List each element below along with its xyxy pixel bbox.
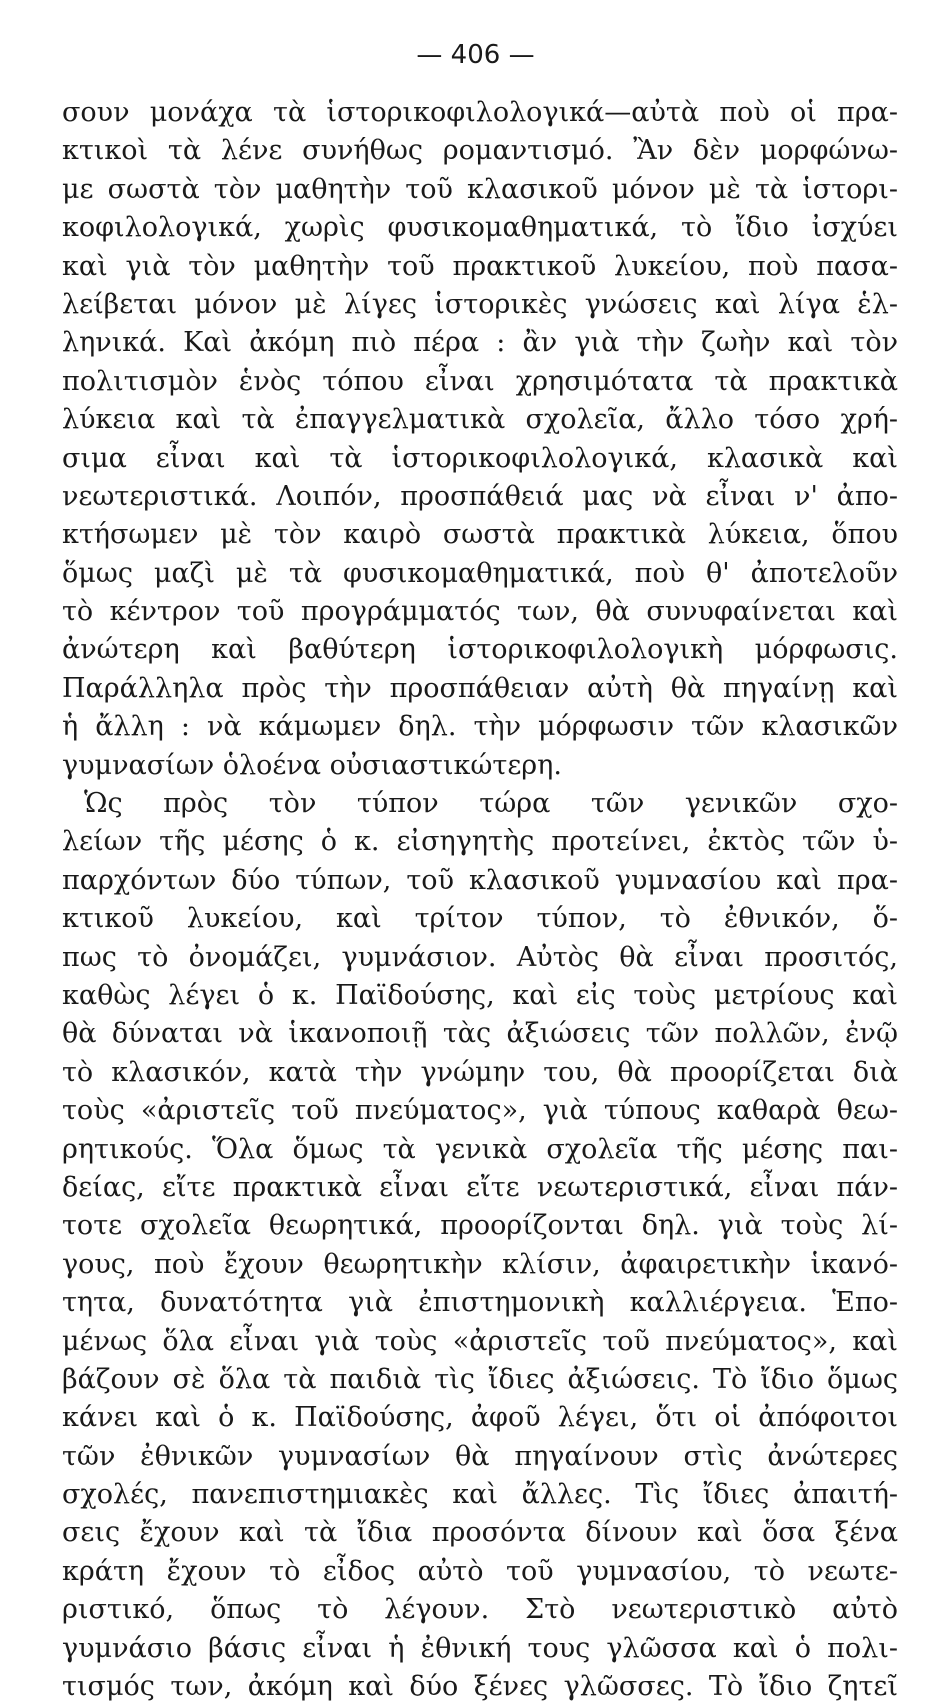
text-line: τητα, δυνατότητα γιὰ ἐπιστημονικὴ καλλιέργεια. Ἑπο- (62, 1287, 898, 1319)
text-line: τοὺς «ἀριστεῖς τοῦ πνεύματος», γιὰ τύπους καθαρὰ θεω- (62, 1095, 898, 1127)
text-line: κτικοῦ λυκείου, καὶ τρίτον τύπον, τὸ ἐθνικόν, ὅ- (62, 903, 898, 935)
text-line: τῶν ἐθνικῶν γυμνασίων θὰ πηγαίνουν στὶς ἀνώτερες (62, 1440, 898, 1472)
text-line: νεωτεριστικά. Λοιπόν, προσπάθειά μας νὰ εἶναι ν' ἀπο- (62, 480, 898, 512)
text-line: τισμός των, ἀκόμη καὶ δύο ξένες γλῶσσες. Τὸ ἴδιο ζητεῖ (62, 1671, 898, 1703)
text-line: γυμνασίων ὁλοένα οὐσιαστικώτερη. (62, 749, 562, 781)
text-line: πολιτισμὸν ἑνὸς τόπου εἶναι χρησιμότατα τὰ πρακτικὰ (62, 365, 898, 397)
text-line: Παράλληλα πρὸς τὴν προσπάθειαν αὐτὴ θὰ πηγαίνῃ καὶ (62, 672, 898, 704)
text-line: τοτε σχολεῖα θεωρητικά, προορίζονται δηλ. γιὰ τοὺς λί- (62, 1210, 898, 1242)
text-line: κοφιλολογικά, χωρὶς φυσικομαθηματικά, τὸ ἴδιο ἰσχύει (62, 212, 898, 244)
text-line: ριστικό, ὅπως τὸ λέγουν. Στὸ νεωτεριστικὸ αὐτὸ (62, 1594, 898, 1626)
text-line: ληνικά. Καὶ ἀκόμη πιὸ πέρα : ἂν γιὰ τὴν ζωὴν καὶ τὸν (62, 327, 898, 359)
text-line: καθὼς λέγει ὁ κ. Παϊδούσης, καὶ εἰς τοὺς μετρίους καὶ (62, 979, 898, 1011)
text-line: ἡ ἄλλη : νὰ κάμωμεν δηλ. τὴν μόρφωσιν τῶν κλασικῶν (62, 711, 898, 743)
text-line: Ὡς πρὸς τὸν τύπον τώρα τῶν γενικῶν σχο- (84, 788, 898, 820)
text-line: γυμνάσιο βάσις εἶναι ἡ ἐθνική τους γλῶσσα καὶ ὁ πολι- (62, 1632, 898, 1664)
text-line: βάζουν σὲ ὅλα τὰ παιδιὰ τὶς ἴδιες ἀξιώσεις. Τὸ ἴδιο ὅμως (62, 1363, 898, 1395)
text-line: καὶ γιὰ τὸν μαθητὴν τοῦ πρακτικοῦ λυκείου, ποὺ πασα- (62, 250, 898, 282)
text-line: σχολές, πανεπιστημιακὲς καὶ ἄλλες. Τὶς ἴδιες ἀπαιτή- (62, 1479, 898, 1511)
text-line: κράτη ἔχουν τὸ εἶδος αὐτὸ τοῦ γυμνασίου, τὸ νεωτε- (62, 1555, 898, 1587)
text-line: ἀνώτερη καὶ βαθύτερη ἱστορικοφιλολογικὴ μόρφωσις. (62, 634, 898, 666)
text-line: μένως ὅλα εἶναι γιὰ τοὺς «ἀριστεῖς τοῦ πνεύματος», καὶ (62, 1325, 898, 1357)
text-line: ρητικούς. Ὅλα ὅμως τὰ γενικὰ σχολεῖα τῆς μέσης παι- (62, 1133, 898, 1165)
text-line: παρχόντων δύο τύπων, τοῦ κλασικοῦ γυμνασίου καὶ πρα- (62, 864, 898, 896)
text-line: λείων τῆς μέσης ὁ κ. εἰσηγητὴς προτείνει, ἐκτὸς τῶν ὑ- (62, 826, 898, 858)
text-line: ὅμως μαζὶ μὲ τὰ φυσικομαθηματικά, ποὺ θ' ἀποτελοῦν (62, 557, 898, 589)
text-line: πως τὸ ὀνομάζει, γυμνάσιον. Αὐτὸς θὰ εἶναι προσιτός, (62, 941, 898, 973)
text-line: λείβεται μόνον μὲ λίγες ἱστορικὲς γνώσεις καὶ λίγα ἑλ- (62, 288, 898, 320)
text-line: με σωστὰ τὸν μαθητὴν τοῦ κλασικοῦ μόνον μὲ τὰ ἱστορι- (62, 173, 898, 205)
text-line: λύκεια καὶ τὰ ἐπαγγελματικὰ σχολεῖα, ἄλλο τόσο χρή- (62, 404, 898, 436)
text-line: τὸ κέντρον τοῦ προγράμματός των, θὰ συνυφαίνεται καὶ (62, 596, 898, 628)
text-line: σουν μονάχα τὰ ἱστορικοφιλολογικά—αὐτὰ ποὺ οἱ πρα- (62, 97, 898, 128)
text-line: σεις ἔχουν καὶ τὰ ἴδια προσόντα δίνουν καὶ ὅσα ξένα (62, 1517, 898, 1549)
text-line: κτικοὶ τὰ λένε συνήθως ρομαντισμό. Ἂν δὲν μορφώνω- (62, 135, 898, 167)
page-number: — 406 — (416, 40, 535, 70)
text-line: κτήσωμεν μὲ τὸν καιρὸ σωστὰ πρακτικὰ λύκεια, ὅπου (62, 519, 898, 551)
text-line: σιμα εἶναι καὶ τὰ ἱστορικοφιλολογικά, κλασικὰ καὶ (62, 442, 898, 474)
text-line: γους, ποὺ ἔχουν θεωρητικὴν κλίσιν, ἀφαιρετικὴν ἱκανό- (62, 1248, 898, 1280)
text-line: θὰ δύναται νὰ ἱκανοποιῇ τὰς ἀξιώσεις τῶν πολλῶν, ἐνῷ (62, 1018, 898, 1050)
text-line: δείας, εἴτε πρακτικὰ εἶναι εἴτε νεωτεριστικά, εἶναι πάν- (62, 1171, 898, 1203)
body-text (62, 94, 898, 1706)
text-line: κάνει καὶ ὁ κ. Παϊδούσης, ἀφοῦ λέγει, ὅτι οἱ ἀπόφοιτοι (62, 1402, 898, 1434)
text-line: τὸ κλασικόν, κατὰ τὴν γνώμην του, θὰ προορίζεται διὰ (62, 1056, 898, 1088)
